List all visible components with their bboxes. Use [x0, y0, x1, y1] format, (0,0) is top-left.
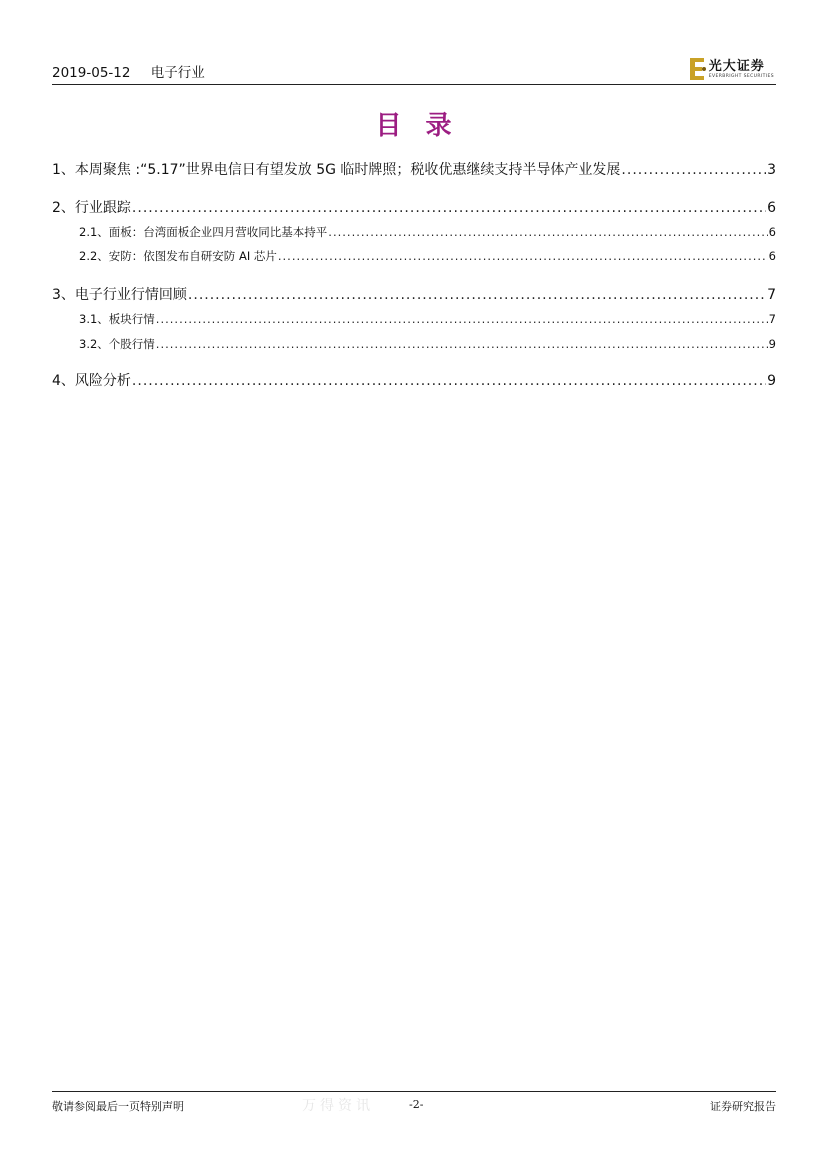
toc-page-number: 6 [767, 200, 776, 216]
header-info [52, 61, 221, 81]
toc-page-number: 6 [768, 249, 776, 263]
toc-leader-dots [132, 200, 766, 216]
toc-number: 2.1、 [79, 225, 109, 239]
toc-number: 2、 [52, 200, 75, 216]
everbright-logo-icon [690, 58, 706, 80]
toc-leader-dots [621, 162, 766, 178]
toc-entry-3[interactable] [52, 284, 776, 304]
toc-text: 本周聚焦 :“5.17”世界电信日有望发放 5G 临时牌照；税收优惠继续支持半导体产业发展 [74, 162, 621, 178]
toc-number: 4、 [52, 373, 75, 389]
watermark: 万得资讯 [302, 1098, 374, 1114]
page-footer [52, 1091, 776, 1116]
company-logo [690, 58, 774, 80]
toc-title-char-1: 目 [375, 111, 402, 141]
toc-page-number: 9 [768, 337, 776, 351]
page-number: -2- [409, 1098, 424, 1111]
toc-title-char-2: 录 [425, 111, 452, 141]
toc-text: 板块行情 [108, 312, 155, 326]
toc-text: 风险分析 [74, 373, 131, 389]
toc-leader-dots [278, 249, 768, 263]
toc-entry-1[interactable] [52, 159, 776, 179]
toc-entry-2-2[interactable] [52, 248, 776, 264]
page-header [52, 50, 776, 85]
toc-number: 1、 [52, 162, 75, 178]
logo-name: 光大证券 [708, 59, 765, 74]
toc-leader-dots [328, 225, 767, 239]
toc-entry-3-1[interactable] [52, 311, 776, 327]
toc-entry-2-1[interactable] [52, 224, 776, 240]
toc-number: 3.1、 [79, 312, 109, 326]
toc-number: 3、 [52, 287, 75, 303]
toc-leader-dots [156, 312, 768, 326]
toc-leader-dots [132, 373, 766, 389]
logo-english: EVERBRIGHT SECURITIES [708, 74, 774, 79]
toc-text: 安防：依图发布自研安防 AI 芯片 [108, 249, 277, 263]
toc-text: 面板：台湾面板企业四月营收同比基本持平 [108, 225, 328, 239]
toc-page-number: 7 [768, 312, 776, 326]
toc-page-number: 7 [767, 287, 776, 303]
toc-entry-4[interactable] [52, 370, 776, 390]
toc-text: 电子行业行情回顾 [74, 287, 187, 303]
disclaimer-note: 敬请参阅最后一页特别声明 [52, 1100, 184, 1113]
toc-leader-dots [188, 287, 766, 303]
toc-number: 2.2、 [79, 249, 109, 263]
toc-entry-2[interactable] [52, 197, 776, 217]
toc-title [0, 105, 827, 142]
toc-page-number: 3 [767, 162, 776, 178]
toc-text: 个股行情 [108, 337, 155, 351]
toc-number: 3.2、 [79, 337, 109, 351]
report-date: 2019-05-12 [52, 65, 131, 81]
industry-label: 电子行业 [150, 65, 205, 81]
toc-page-number: 6 [768, 225, 776, 239]
toc-page-number: 9 [767, 373, 776, 389]
toc-text: 行业跟踪 [74, 200, 131, 216]
toc-entry-3-2[interactable] [52, 336, 776, 352]
report-type: 证券研究报告 [710, 1100, 776, 1113]
toc-leader-dots [156, 337, 768, 351]
